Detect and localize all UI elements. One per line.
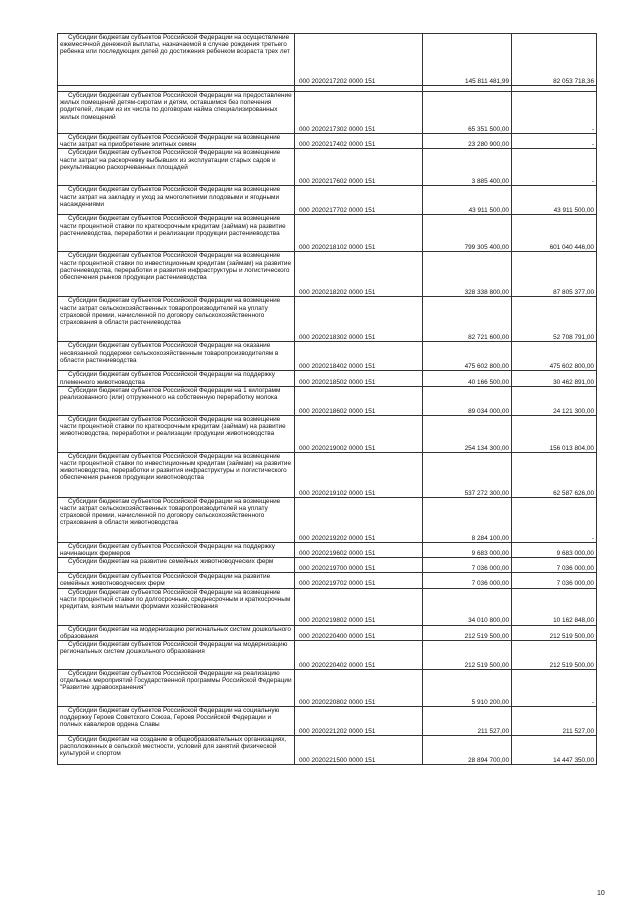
row-executed-cell: - — [512, 670, 597, 707]
table-row — [58, 297, 597, 342]
row-approved-cell: 43 911 500,00 — [423, 186, 512, 215]
row-approved-cell: 34 010 800,00 — [423, 588, 512, 625]
row-code-cell: 000 2020217302 0000 151 — [295, 92, 423, 134]
row-approved-cell: 799 305 400,00 — [423, 215, 512, 252]
row-executed-cell: 82 053 718,36 — [512, 34, 597, 86]
row-name-cell: Субсидии бюджетам субъектов Российской Федерации на возмещение части процентной ставки по инвестиционным кредитам (займам) на развитие животноводства, переработки и развития инфраструктуры и логистического обеспечения рынков продукции животноводства — [58, 452, 295, 497]
table-row — [58, 736, 597, 765]
row-code-cell: 000 2020217402 0000 151 — [295, 134, 423, 149]
row-name-cell: Субсидии бюджетам на создание в общеобразовательных организациях, расположенных в сельской местности, условий для занятий физической культурой и спортом — [58, 736, 295, 765]
row-approved-cell: 537 272 300,00 — [423, 452, 512, 497]
table-row — [58, 588, 597, 625]
row-executed-cell: 24 121 300,00 — [512, 386, 597, 415]
row-executed-cell: 212 519 500,00 — [512, 641, 597, 670]
row-name-cell: Субсидии бюджетам субъектов Российской Федерации на возмещение части процентной ставки по краткосрочным кредитам (займам) на развитие животноводства, переработки и реализации продукции животноводства — [58, 415, 295, 452]
row-approved-cell: 82 721 600,00 — [423, 297, 512, 342]
table-row — [58, 415, 597, 452]
row-name-cell: Субсидии бюджетам на модернизацию региональных систем дошкольного образования — [58, 625, 295, 640]
row-code-cell: 000 2020218302 0000 151 — [295, 297, 423, 342]
row-code-cell: 000 2020217702 0000 151 — [295, 186, 423, 215]
row-code-cell: 000 2020220402 0000 151 — [295, 641, 423, 670]
row-approved-cell: 254 134 300,00 — [423, 415, 512, 452]
row-approved-cell: 65 351 500,00 — [423, 92, 512, 134]
table-row — [58, 342, 597, 371]
table-row — [58, 149, 597, 186]
row-code-cell: 000 2020220802 0000 151 — [295, 670, 423, 707]
row-approved-cell: 212 519 500,00 — [423, 625, 512, 640]
row-approved-cell: 23 280 900,00 — [423, 134, 512, 149]
row-executed-cell: 52 708 791,00 — [512, 297, 597, 342]
row-code-cell: 000 2020219202 0000 151 — [295, 497, 423, 542]
table-row — [58, 497, 597, 542]
row-approved-cell: 7 036 000,00 — [423, 558, 512, 573]
row-approved-cell: 328 338 800,00 — [423, 252, 512, 297]
table-row — [58, 707, 597, 736]
row-name-cell: Субсидии бюджетам субъектов Российской Федерации на осуществление ежемесячной денежной выплаты, назначаемой в случае рождения третьего ребенка или последующих детей до достижения ребенком возраста трех лет — [58, 34, 295, 86]
table-row — [58, 542, 597, 557]
row-name-cell: Субсидии бюджетам субъектов Российской Федерации на возмещение части процентной ставки по краткосрочным кредитам (займам) на развитие растениеводства, переработки и реализации продукции растениеводства — [58, 215, 295, 252]
table-row — [58, 34, 597, 86]
row-name-cell: Субсидии бюджетам субъектов Российской Федерации на 1 килограмм реализованного (или) отгруженного на собственную переработку молока — [58, 386, 295, 415]
row-approved-cell: 145 811 481,99 — [423, 34, 512, 86]
row-name-cell: Субсидии бюджетам субъектов Российской Федерации на возмещение части затрат сельскохозяйственных товаропроизводителей на уплату страховой премии, начисленной по договору сельскохозяйственного страхования в области растениеводства — [58, 297, 295, 342]
row-executed-cell: 62 587 626,00 — [512, 452, 597, 497]
table-row — [58, 215, 597, 252]
row-name-cell: Субсидии бюджетам субъектов Российской Федерации на развитие семейных животноводческих ферм — [58, 573, 295, 588]
page-number: 10 — [597, 890, 605, 897]
row-approved-cell: 28 894 700,00 — [423, 736, 512, 765]
row-approved-cell: 9 683 000,00 — [423, 542, 512, 557]
row-name-cell: Субсидии бюджетам субъектов Российской Федерации на социальную поддержку Героев Советского Союза, Героев Российской Федерации и полных кавалеров ордена Славы — [58, 707, 295, 736]
row-code-cell: 000 2020219702 0000 151 — [295, 573, 423, 588]
row-approved-cell: 212 519 500,00 — [423, 641, 512, 670]
table-row — [58, 371, 597, 386]
row-executed-cell: 7 036 000,00 — [512, 573, 597, 588]
row-executed-cell: - — [512, 92, 597, 134]
row-executed-cell: 9 683 000,00 — [512, 542, 597, 557]
table-row — [58, 452, 597, 497]
row-code-cell: 000 2020218502 0000 151 — [295, 371, 423, 386]
row-name-cell: Субсидии бюджетам субъектов Российской Федерации на предоставление жилых помещений детям-сиротам и детям, оставшимся без попечения родителей, лицам из их числа по договорам найма специализированных жилых помещений — [58, 92, 295, 134]
row-code-cell: 000 2020219002 0000 151 — [295, 415, 423, 452]
row-executed-cell: 156 013 804,00 — [512, 415, 597, 452]
budget-table — [57, 33, 597, 765]
row-executed-cell: - — [512, 497, 597, 542]
row-name-cell: Субсидии бюджетам субъектов Российской Федерации на поддержку племенного животноводства — [58, 371, 295, 386]
table-row — [58, 573, 597, 588]
row-name-cell: Субсидии бюджетам субъектов Российской Федерации на модернизацию региональных систем дошкольного образования — [58, 641, 295, 670]
row-code-cell: 000 2020218602 0000 151 — [295, 386, 423, 415]
table-row — [58, 134, 597, 149]
row-approved-cell: 211 527,00 — [423, 707, 512, 736]
row-executed-cell: 10 162 848,00 — [512, 588, 597, 625]
row-executed-cell: 43 911 500,00 — [512, 186, 597, 215]
table-row — [58, 558, 597, 573]
row-executed-cell: 30 462 891,00 — [512, 371, 597, 386]
table-row — [58, 386, 597, 415]
row-name-cell: Субсидии бюджетам субъектов Российской Федерации на возмещение части процентной ставки по инвестиционным кредитам (займам) на развитие растениеводства, переработки и развития инфраструктуры и логистического обеспечения рынков продукции растениеводства — [58, 252, 295, 297]
row-name-cell: Субсидии бюджетам субъектов Российской Федерации на возмещение части затрат на приобретение элитных семян — [58, 134, 295, 149]
row-code-cell: 000 2020221500 0000 151 — [295, 736, 423, 765]
row-name-cell: Субсидии бюджетам на развитие семейных животноводческих ферм — [58, 558, 295, 573]
row-name-cell: Субсидии бюджетам субъектов Российской Федерации на оказание несвязанной поддержки сельскохозяйственным товаропроизводителям в области растениеводства — [58, 342, 295, 371]
table-row — [58, 92, 597, 134]
row-code-cell: 000 2020219602 0000 151 — [295, 542, 423, 557]
row-name-cell: Субсидии бюджетам субъектов Российской Федерации на возмещение части затрат на раскорчевку выбывших из эксплуатации старых садов и рекультивацию раскорчеванных площадей — [58, 149, 295, 186]
table-row — [58, 252, 597, 297]
row-name-cell: Субсидии бюджетам субъектов Российской Федерации на поддержку начинающих фермеров — [58, 542, 295, 557]
row-approved-cell: 475 602 800,00 — [423, 342, 512, 371]
row-code-cell: 000 2020219700 0000 151 — [295, 558, 423, 573]
table-row — [58, 625, 597, 640]
row-code-cell: 000 2020218402 0000 151 — [295, 342, 423, 371]
row-approved-cell: 3 885 400,00 — [423, 149, 512, 186]
row-executed-cell: 14 447 350,00 — [512, 736, 597, 765]
row-approved-cell: 40 166 500,00 — [423, 371, 512, 386]
table-row — [58, 641, 597, 670]
table-row — [58, 670, 597, 707]
row-executed-cell: 212 519 500,00 — [512, 625, 597, 640]
row-executed-cell: 475 602 800,00 — [512, 342, 597, 371]
row-code-cell: 000 2020220400 0000 151 — [295, 625, 423, 640]
row-code-cell: 000 2020218102 0000 151 — [295, 215, 423, 252]
row-executed-cell: 601 040 446,00 — [512, 215, 597, 252]
row-code-cell: 000 2020217602 0000 151 — [295, 149, 423, 186]
row-code-cell: 000 2020218202 0000 151 — [295, 252, 423, 297]
row-executed-cell: 87 805 377,00 — [512, 252, 597, 297]
row-code-cell: 000 2020221202 0000 151 — [295, 707, 423, 736]
row-code-cell: 000 2020219102 0000 151 — [295, 452, 423, 497]
row-executed-cell: 211 527,00 — [512, 707, 597, 736]
row-approved-cell: 7 036 000,00 — [423, 573, 512, 588]
row-code-cell: 000 2020217202 0000 151 — [295, 34, 423, 86]
table-body — [58, 34, 597, 765]
row-name-cell: Субсидии бюджетам субъектов Российской Федерации на возмещение части затрат сельскохозяйственных товаропроизводителей на уплату страховой премии, начисленной по договору сельскохозяйственного страхования в области животноводства — [58, 497, 295, 542]
row-approved-cell: 8 284 100,00 — [423, 497, 512, 542]
row-executed-cell: - — [512, 149, 597, 186]
row-approved-cell: 5 910 200,00 — [423, 670, 512, 707]
row-approved-cell: 89 034 000,00 — [423, 386, 512, 415]
row-executed-cell: - — [512, 134, 597, 149]
row-code-cell: 000 2020219802 0000 151 — [295, 588, 423, 625]
table-row — [58, 186, 597, 215]
row-executed-cell: 7 036 000,00 — [512, 558, 597, 573]
row-name-cell: Субсидии бюджетам субъектов Российской Федерации на возмещение части затрат на закладку и уход за многолетними плодовыми и ягодными насаждениями — [58, 186, 295, 215]
row-name-cell: Субсидии бюджетам субъектов Российской Федерации на реализацию отдельных мероприятий Государственной программы Российской Федерации "Развитие здравоохранения" — [58, 670, 295, 707]
row-name-cell: Субсидии бюджетам субъектов Российской Федерации на возмещение части процентной ставки по долгосрочным, среднесрочным и краткосрочным кредитам, взятым малыми формами хозяйствования — [58, 588, 295, 625]
